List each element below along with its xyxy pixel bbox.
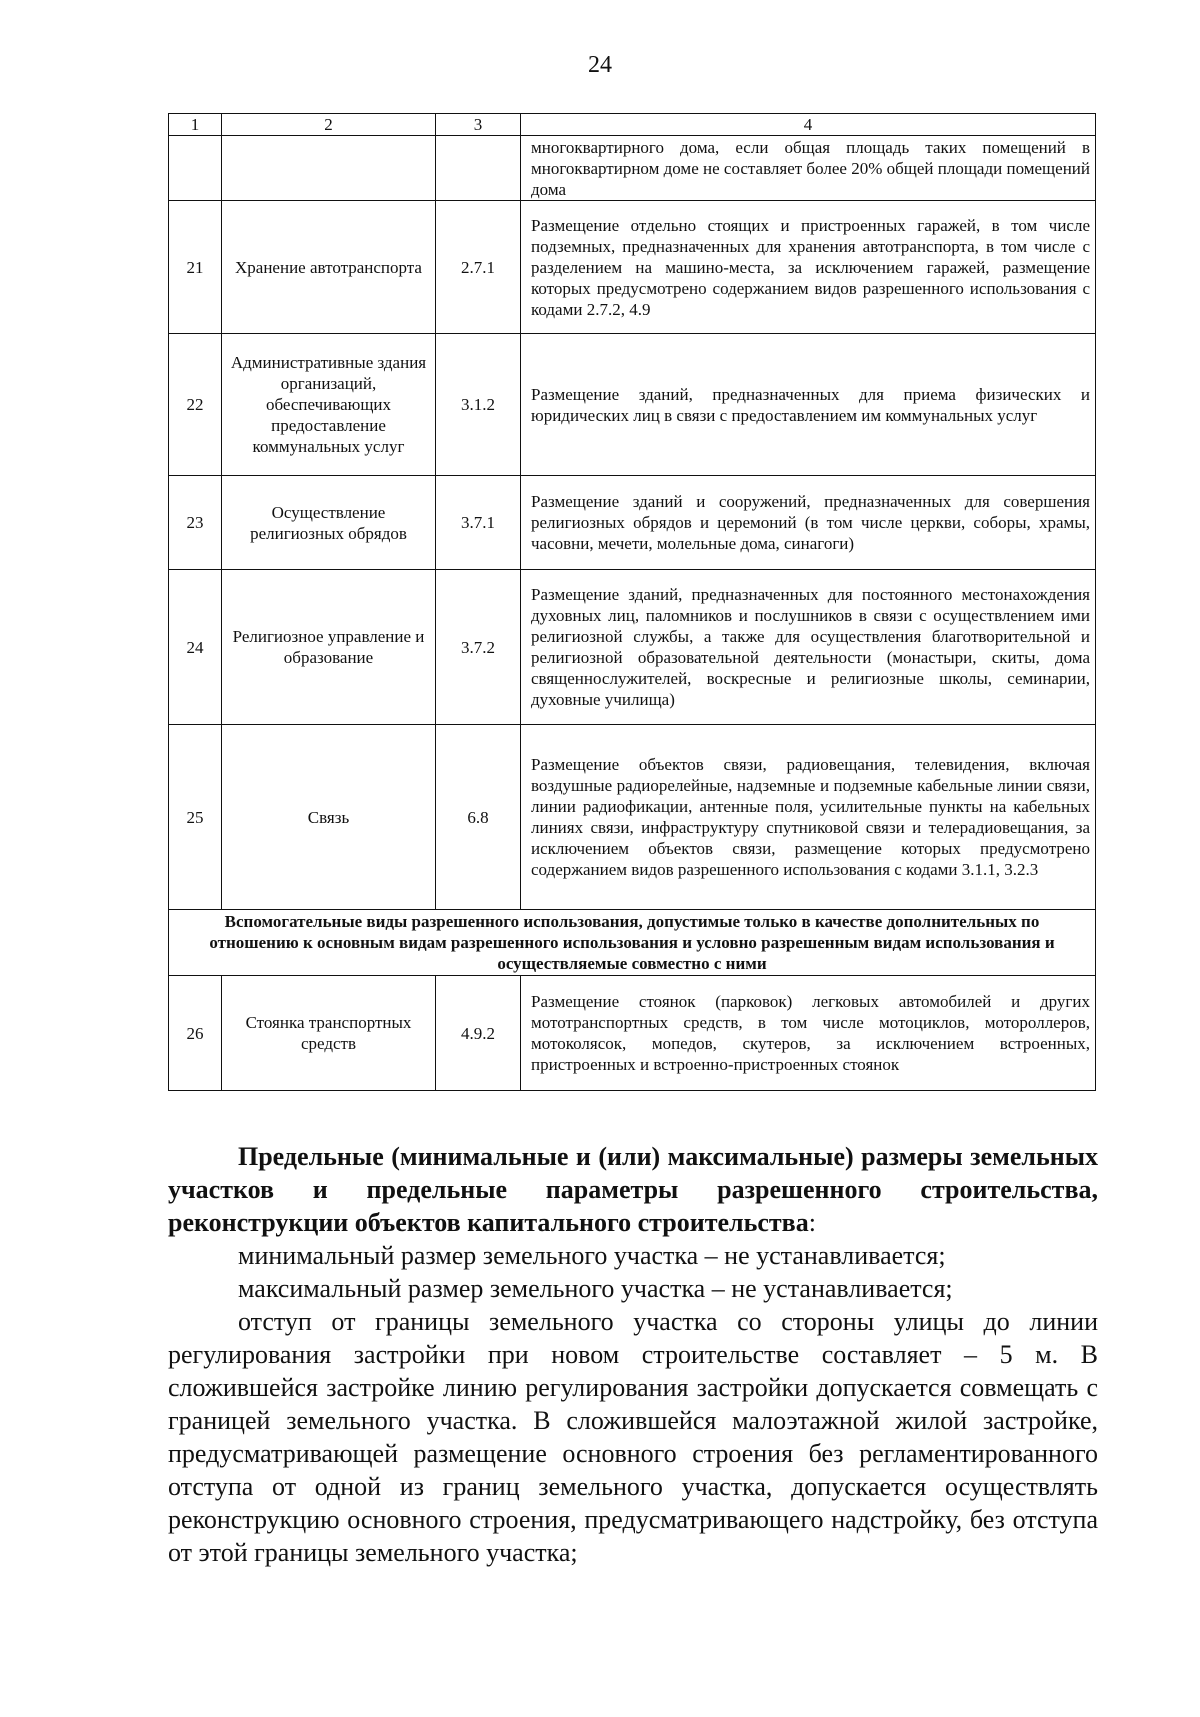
use-code: 4.9.2 [436, 976, 521, 1091]
use-name: Осуществление религиозных обрядов [222, 476, 436, 570]
page-number: 24 [588, 52, 612, 78]
section-heading-text: Предельные (минимальные и (или) максимальные) размеры земельных участков и предельные параметры разрешенного строительства, реконструкции объектов капитального строительства [168, 1142, 1098, 1237]
setback-paragraph: отступ от границы земельного участка со стороны улицы до линии регулирования застройки при новом строительстве составляет – 5 м. В сложившейся застройке линию регулирования застройки допускается совмещать с границей земельного участка. В сложившейся малоэтажной жилой застройке, предусматривающей размещение основного строения без регламентированного отступа от одной из границ земельного участка, допускается осуществлять реконструкцию основного строения, предусматривающего надстройку, без отступа от этой границы земельного участка; [168, 1307, 1098, 1567]
min-plot-size-paragraph: минимальный размер земельного участка – не устанавливается; [238, 1241, 946, 1270]
use-name: Связь [222, 725, 436, 910]
use-description: Размещение объектов связи, радиовещания, телевидения, включая воздушные радиорелейные, надземные и подземные кабельные линии связи, линии радиофикации, антенные поля, усилительные пункты на кабельных линиях связи, инфраструктуру спутниковой связи и телерадиовещания, за исключением объектов связи, размещение которых предусмотрено содержанием видов разрешенного использования с кодами 3.1.1, 3.2.3 [521, 725, 1096, 910]
use-code: 3.7.2 [436, 570, 521, 725]
table-subheader-row [169, 910, 1096, 976]
table-row [169, 201, 1096, 334]
use-description: Размещение отдельно стоящих и пристроенных гаражей, в том числе подземных, предназначенных для хранения автотранспорта, в том числе с разделением на машино-места, за исключением гаражей, размещение которых предусмотрено содержанием видов разрешенного использования с кодами 2.7.2, 4.9 [521, 201, 1096, 334]
row-number [169, 136, 222, 201]
use-name: Стоянка транспортных средств [222, 976, 436, 1091]
use-description: Размещение стоянок (парковок) легковых автомобилей и других мототранспортных средств, в том числе мотоциклов, мотороллеров, мотоколясок, мопедов, скутеров, за исключением встроенных, пристроенных и встроенно-пристроенных стоянок [521, 976, 1096, 1091]
header-cell-1: 1 [169, 114, 222, 136]
max-plot-size-paragraph: максимальный размер земельного участка – не устанавливается; [238, 1274, 953, 1303]
header-cell-3: 3 [436, 114, 521, 136]
use-name: Административные здания организаций, обеспечивающих предоставление коммунальных услуг [222, 334, 436, 476]
table-row [169, 976, 1096, 1091]
header-cell-2: 2 [222, 114, 436, 136]
table-row [169, 476, 1096, 570]
use-description: Размещение зданий и сооружений, предназначенных для совершения религиозных обрядов и церемоний (в том числе церкви, соборы, храмы, часовни, мечети, молельные дома, синагоги) [521, 476, 1096, 570]
use-description: многоквартирного дома, если общая площадь таких помещений в многоквартирном доме не составляет более 20% общей площади помещений дома [521, 136, 1096, 201]
use-code: 3.1.2 [436, 334, 521, 476]
row-number: 26 [169, 976, 222, 1091]
row-number: 23 [169, 476, 222, 570]
use-name [222, 136, 436, 201]
use-code: 2.7.1 [436, 201, 521, 334]
use-name: Религиозное управление и образование [222, 570, 436, 725]
auxiliary-uses-subheader: Вспомогательные виды разрешенного использования, допустимые только в качестве дополнительных по отношению к основным видам разрешенного использования и условно разрешенным видам использования и осуществляемые совместно с ними [169, 910, 1096, 976]
table-row [169, 136, 1096, 201]
use-code: 3.7.1 [436, 476, 521, 570]
table-row [169, 725, 1096, 910]
table-row [169, 334, 1096, 476]
table-row [169, 570, 1096, 725]
use-description: Размещение зданий, предназначенных для постоянного местонахождения духовных лиц, паломников и послушников в связи с осуществлением ими религиозной службы, а также для осуществления благотворительной и религиозной образовательной деятельности (монастыри, скиты, дома священнослужителей, воскресные и религиозные школы, семинарии, духовные училища) [521, 570, 1096, 725]
row-number: 21 [169, 201, 222, 334]
row-number: 25 [169, 725, 222, 910]
use-description: Размещение зданий, предназначенных для приема физических и юридических лиц в связи с предоставлением им коммунальных услуг [521, 334, 1096, 476]
row-number: 24 [169, 570, 222, 725]
section-heading [168, 1140, 1098, 1239]
land-use-table [168, 113, 1096, 1091]
row-number: 22 [169, 334, 222, 476]
table-header-row [169, 114, 1096, 136]
section-heading-colon: : [808, 1208, 816, 1237]
use-name: Хранение автотранспорта [222, 201, 436, 334]
use-code: 6.8 [436, 725, 521, 910]
header-cell-4: 4 [521, 114, 1096, 136]
regulations-text [168, 1140, 1098, 1569]
use-code [436, 136, 521, 201]
